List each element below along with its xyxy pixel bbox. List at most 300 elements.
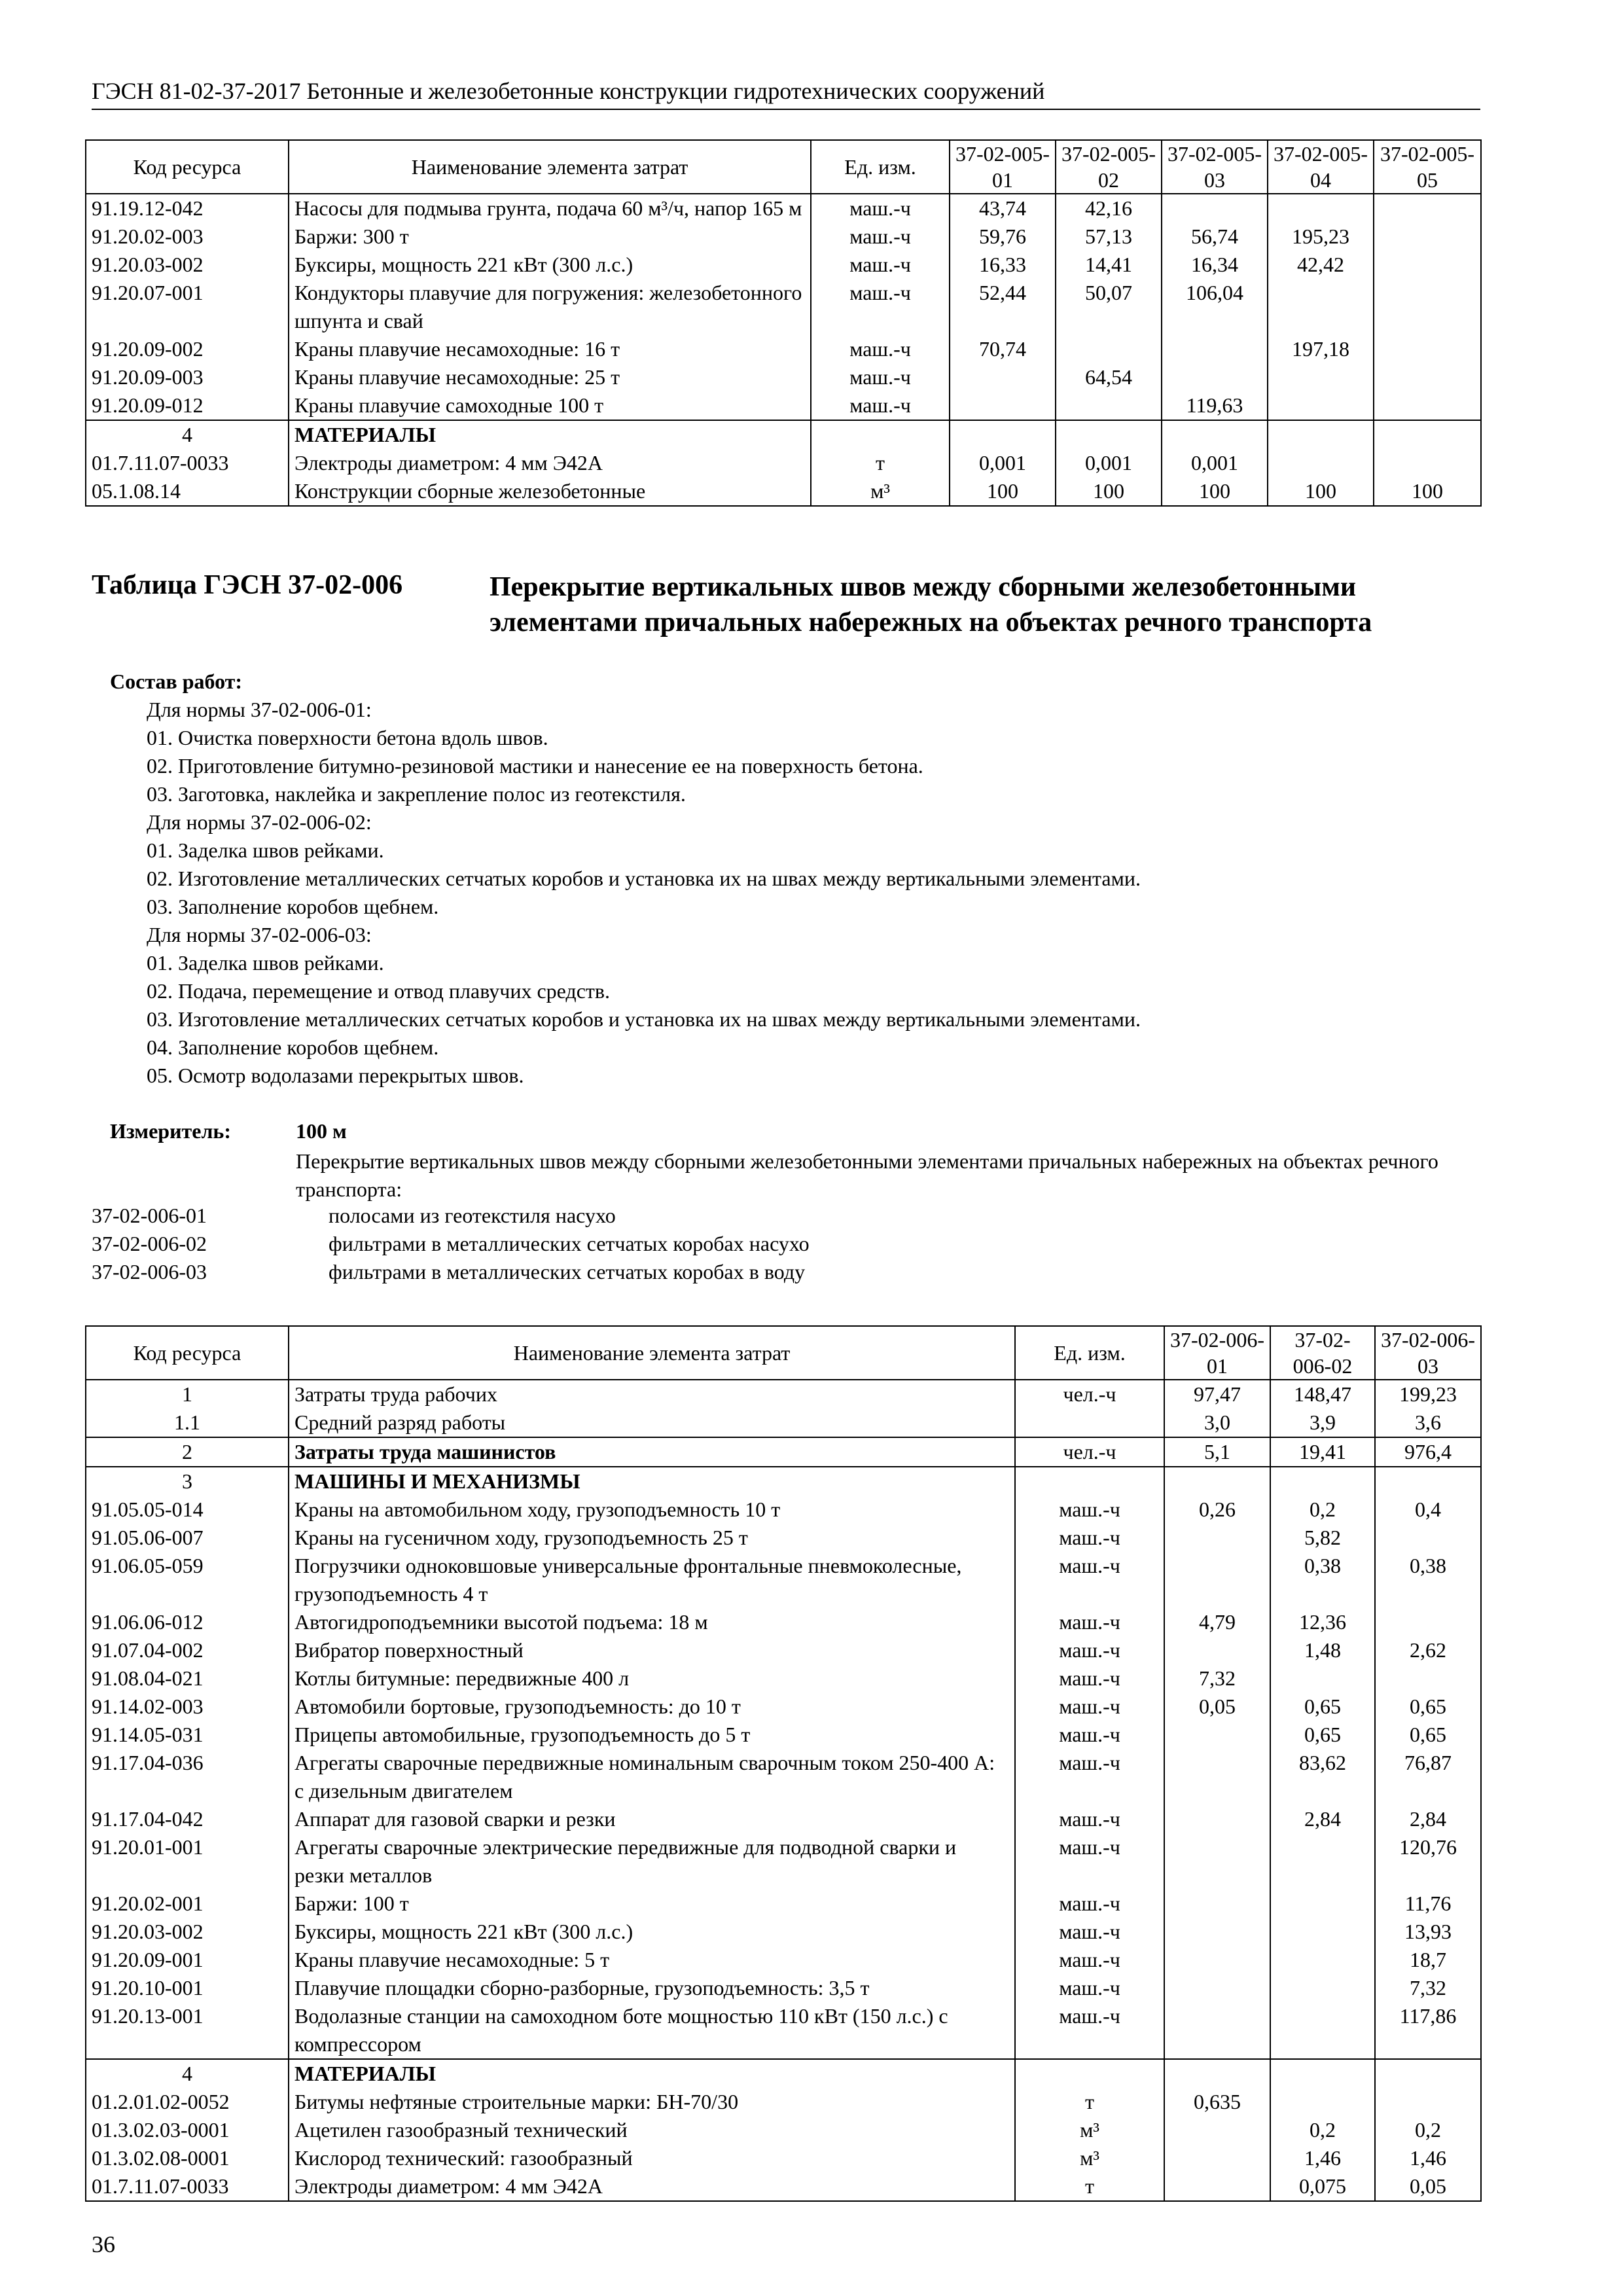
resource-code: 91.14.02-003	[86, 1693, 289, 1721]
value-cell: 0,001	[1162, 449, 1268, 477]
resource-code: 91.06.05-059	[86, 1552, 289, 1608]
unit-cell: маш.-ч	[1015, 1946, 1164, 1974]
table-row	[86, 449, 1481, 477]
unit-cell: маш.-ч	[1015, 2002, 1164, 2059]
resource-name: Автогидроподъемники высотой подъема: 18 м	[289, 1608, 1015, 1636]
table-row	[86, 1408, 1481, 1437]
value-cell: 14,41	[1056, 251, 1162, 279]
value-cell: 2,84	[1375, 1805, 1481, 1833]
table-row	[86, 279, 1481, 335]
resource-name: Буксиры, мощность 221 кВт (300 л.с.)	[289, 251, 811, 279]
value-cell	[1374, 335, 1481, 363]
table-row	[86, 2144, 1481, 2172]
table-row	[86, 477, 1481, 506]
value-cell	[950, 420, 1056, 449]
value-cell	[1374, 251, 1481, 279]
section-row	[86, 1467, 1481, 1496]
resource-code: 91.20.09-003	[86, 363, 289, 391]
value-cell: 0,635	[1164, 2088, 1270, 2116]
resource-name: Электроды диаметром: 4 мм Э42А	[289, 449, 811, 477]
resource-name: Водолазные станции на самоходном боте мощностью 110 кВт (150 л.с.) с компрессором	[289, 2002, 1015, 2059]
value-cell: 120,76	[1375, 1833, 1481, 1890]
value-cell	[1162, 420, 1268, 449]
column-header: 37-02-005-05	[1374, 140, 1481, 194]
value-cell	[1162, 335, 1268, 363]
table-row	[86, 1833, 1481, 1890]
column-header: Наименование элемента затрат	[289, 140, 811, 194]
unit-cell: маш.-ч	[811, 335, 950, 363]
resource-code: 91.20.09-002	[86, 335, 289, 363]
value-cell: 100	[1162, 477, 1268, 506]
unit-cell: маш.-ч	[1015, 1974, 1164, 2002]
value-cell: 18,7	[1375, 1946, 1481, 1974]
resource-name: Конструкции сборные железобетонные	[289, 477, 811, 506]
unit-cell: маш.-ч	[811, 279, 950, 335]
resource-code: 3	[86, 1467, 289, 1496]
value-cell: 5,1	[1164, 1437, 1270, 1467]
column-header: 37-02-006-03	[1375, 1326, 1481, 1380]
value-cell	[1375, 1664, 1481, 1693]
value-cell	[1270, 1664, 1375, 1693]
table-row	[86, 1805, 1481, 1833]
work-item: 02. Приготовление битумно-резиновой мастики и нанесение ее на поверхность бетона.	[147, 754, 923, 778]
unit-cell: м³	[1015, 2116, 1164, 2144]
resource-code: 01.3.02.08-0001	[86, 2144, 289, 2172]
measure-unit: 100 м	[296, 1119, 347, 1143]
resource-code: 2	[86, 1437, 289, 1467]
value-cell	[1374, 223, 1481, 251]
value-cell: 0,2	[1270, 1496, 1375, 1524]
value-cell: 43,74	[950, 194, 1056, 223]
value-cell: 64,54	[1056, 363, 1162, 391]
value-cell: 0,38	[1270, 1552, 1375, 1608]
section-row	[86, 420, 1481, 449]
value-cell	[1375, 1467, 1481, 1496]
value-cell: 100	[1056, 477, 1162, 506]
unit-cell: маш.-ч	[811, 194, 950, 223]
table-row	[86, 2002, 1481, 2059]
value-cell: 13,93	[1375, 1918, 1481, 1946]
value-cell: 117,86	[1375, 2002, 1481, 2059]
value-cell	[1164, 1974, 1270, 2002]
value-cell	[1164, 1749, 1270, 1805]
resource-code: 91.05.05-014	[86, 1496, 289, 1524]
value-cell: 976,4	[1375, 1437, 1481, 1467]
unit-cell: маш.-ч	[1015, 1552, 1164, 1608]
value-cell	[1164, 1890, 1270, 1918]
column-header: 37-02-005-04	[1268, 140, 1374, 194]
value-cell	[1268, 363, 1374, 391]
resource-code: 1.1	[86, 1408, 289, 1437]
value-cell: 0,65	[1270, 1693, 1375, 1721]
resource-name: Затраты труда рабочих	[289, 1380, 1015, 1408]
measure-row	[92, 1204, 616, 1228]
value-cell	[1164, 1918, 1270, 1946]
value-cell	[1374, 449, 1481, 477]
value-cell: 70,74	[950, 335, 1056, 363]
resource-code: 91.20.02-001	[86, 1890, 289, 1918]
resource-name: Автомобили бортовые, грузоподъемность: до 10 т	[289, 1693, 1015, 1721]
value-cell: 56,74	[1162, 223, 1268, 251]
unit-cell: маш.-ч	[1015, 1496, 1164, 1524]
work-composition	[110, 668, 1141, 1090]
value-cell: 76,87	[1375, 1749, 1481, 1805]
resource-name: МАШИНЫ И МЕХАНИЗМЫ	[289, 1467, 1015, 1496]
value-cell	[1375, 2059, 1481, 2088]
resource-name: Баржи: 100 т	[289, 1890, 1015, 1918]
work-item: 03. Изготовление металлических сетчатых коробов и установка их на швах между вертикальными элементами.	[147, 1007, 1141, 1031]
value-cell	[1164, 2002, 1270, 2059]
column-header: Ед. изм.	[1015, 1326, 1164, 1380]
resource-code: 4	[86, 2059, 289, 2088]
resource-code: 91.06.06-012	[86, 1608, 289, 1636]
unit-cell: маш.-ч	[1015, 1833, 1164, 1890]
unit-cell	[811, 420, 950, 449]
measure-label: Измеритель:	[110, 1119, 231, 1143]
work-item: 02. Изготовление металлических сетчатых коробов и установка их на швах между вертикальными элементами.	[147, 867, 1141, 890]
resource-name: Баржи: 300 т	[289, 223, 811, 251]
value-cell: 5,82	[1270, 1524, 1375, 1552]
value-cell: 119,63	[1162, 391, 1268, 420]
work-item: 03. Заготовка, наклейка и закрепление полос из геотекстиля.	[147, 782, 686, 806]
value-cell: 148,47	[1270, 1380, 1375, 1408]
resource-name: Агрегаты сварочные электрические передвижные для подводной сварки и резки металлов	[289, 1833, 1015, 1890]
resource-name: Краны плавучие самоходные 100 т	[289, 391, 811, 420]
value-cell	[1268, 449, 1374, 477]
work-item: 04. Заполнение коробов щебнем.	[147, 1035, 439, 1059]
section-row	[86, 2059, 1481, 2088]
resource-code: 91.20.10-001	[86, 1974, 289, 2002]
work-item: Для нормы 37-02-006-02:	[147, 810, 372, 834]
value-cell	[1162, 194, 1268, 223]
resource-name: Прицепы автомобильные, грузоподъемность до 5 т	[289, 1721, 1015, 1749]
table-row	[86, 1749, 1481, 1805]
unit-cell: маш.-ч	[1015, 1749, 1164, 1805]
unit-cell: маш.-ч	[811, 223, 950, 251]
unit-cell: т	[1015, 2172, 1164, 2201]
resource-name: МАТЕРИАЛЫ	[289, 2059, 1015, 2088]
unit-cell: чел.-ч	[1015, 1437, 1164, 1467]
column-header: Код ресурса	[86, 140, 289, 194]
value-cell: 0,2	[1375, 2116, 1481, 2144]
value-cell: 100	[1374, 477, 1481, 506]
resource-code: 91.19.12-042	[86, 194, 289, 223]
value-cell	[1056, 420, 1162, 449]
table-row	[86, 1380, 1481, 1408]
table-row	[86, 223, 1481, 251]
work-item: 03. Заполнение коробов щебнем.	[147, 895, 439, 918]
resource-code: 91.20.07-001	[86, 279, 289, 335]
value-cell: 16,34	[1162, 251, 1268, 279]
value-cell	[1056, 335, 1162, 363]
unit-cell: маш.-ч	[1015, 1918, 1164, 1946]
table-row	[86, 1946, 1481, 1974]
value-cell: 0,05	[1375, 2172, 1481, 2201]
resource-name: МАТЕРИАЛЫ	[289, 420, 811, 449]
table-row	[86, 1918, 1481, 1946]
resource-code: 91.05.06-007	[86, 1524, 289, 1552]
table-row	[86, 194, 1481, 223]
value-cell: 0,26	[1164, 1496, 1270, 1524]
value-cell: 0,075	[1270, 2172, 1375, 2201]
table-row	[86, 1636, 1481, 1664]
value-cell	[1374, 279, 1481, 335]
value-cell: 57,13	[1056, 223, 1162, 251]
measure-text: фильтрами в металлических сетчатых коробах насухо	[329, 1232, 810, 1255]
value-cell	[1268, 420, 1374, 449]
resource-name: Электроды диаметром: 4 мм Э42А	[289, 2172, 1015, 2201]
value-cell	[1270, 1833, 1375, 1890]
resource-name: Затраты труда машинистов	[289, 1437, 1015, 1467]
measure-code: 37-02-006-02	[92, 1232, 207, 1255]
unit-cell	[1015, 2059, 1164, 2088]
value-cell	[1375, 1608, 1481, 1636]
resource-name: Битумы нефтяные строительные марки: БН-70/30	[289, 2088, 1015, 2116]
value-cell	[1164, 2059, 1270, 2088]
table-row	[86, 2172, 1481, 2201]
table-row	[86, 1496, 1481, 1524]
table-row	[86, 391, 1481, 420]
measure-description: Перекрытие вертикальных швов между сборными железобетонными элементами причальных набережных на объектах речного транспорта:	[296, 1149, 1438, 1201]
work-item: 02. Подача, перемещение и отвод плавучих средств.	[147, 979, 610, 1003]
value-cell	[1374, 194, 1481, 223]
unit-cell: маш.-ч	[811, 251, 950, 279]
column-header: 37-02-006-01	[1164, 1326, 1270, 1380]
resource-name: Буксиры, мощность 221 кВт (300 л.с.)	[289, 1918, 1015, 1946]
unit-cell: маш.-ч	[1015, 1805, 1164, 1833]
table-row	[86, 2088, 1481, 2116]
measure-code: 37-02-006-03	[92, 1260, 207, 1283]
resource-name: Краны плавучие несамоходные: 5 т	[289, 1946, 1015, 1974]
resource-code: 01.7.11.07-0033	[86, 449, 289, 477]
table-row	[86, 251, 1481, 279]
unit-cell	[1015, 1408, 1164, 1437]
resource-code: 91.20.01-001	[86, 1833, 289, 1890]
value-cell: 42,16	[1056, 194, 1162, 223]
resource-name: Агрегаты сварочные передвижные номинальным сварочным током 250-400 А: с дизельным двигателем	[289, 1749, 1015, 1805]
value-cell: 83,62	[1270, 1749, 1375, 1805]
work-item: 01. Очистка поверхности бетона вдоль швов.	[147, 726, 548, 749]
value-cell: 0,001	[1056, 449, 1162, 477]
value-cell: 0,65	[1270, 1721, 1375, 1749]
resource-code: 91.20.09-001	[86, 1946, 289, 1974]
resource-code: 91.20.13-001	[86, 2002, 289, 2059]
column-header: 37-02-005-02	[1056, 140, 1162, 194]
works-heading: Состав работ:	[110, 670, 243, 693]
unit-cell: маш.-ч	[1015, 1524, 1164, 1552]
section-row	[86, 1437, 1481, 1467]
value-cell	[1164, 1721, 1270, 1749]
column-header: Ед. изм.	[811, 140, 950, 194]
measure-code: 37-02-006-01	[92, 1204, 207, 1227]
resource-name: Краны на автомобильном ходу, грузоподъемность 10 т	[289, 1496, 1015, 1524]
value-cell: 1,46	[1270, 2144, 1375, 2172]
value-cell	[950, 391, 1056, 420]
value-cell: 52,44	[950, 279, 1056, 335]
resource-code: 01.3.02.03-0001	[86, 2116, 289, 2144]
value-cell: 7,32	[1375, 1974, 1481, 2002]
value-cell	[1164, 2172, 1270, 2201]
table-row	[86, 363, 1481, 391]
value-cell: 100	[1268, 477, 1374, 506]
unit-cell: т	[1015, 2088, 1164, 2116]
value-cell: 3,0	[1164, 1408, 1270, 1437]
value-cell	[1164, 1636, 1270, 1664]
resource-code: 91.17.04-036	[86, 1749, 289, 1805]
resource-code: 91.08.04-021	[86, 1664, 289, 1693]
value-cell: 19,41	[1270, 1437, 1375, 1467]
work-item: Для нормы 37-02-006-03:	[147, 923, 372, 946]
unit-cell: т	[811, 449, 950, 477]
value-cell	[1162, 363, 1268, 391]
value-cell: 106,04	[1162, 279, 1268, 335]
unit-cell: маш.-ч	[1015, 1890, 1164, 1918]
unit-cell: чел.-ч	[1015, 1380, 1164, 1408]
value-cell	[1270, 2059, 1375, 2088]
measure-row	[92, 1260, 805, 1284]
resource-name: Аппарат для газовой сварки и резки	[289, 1805, 1015, 1833]
resource-name: Кислород технический: газообразный	[289, 2144, 1015, 2172]
work-item: 01. Заделка швов рейками.	[147, 838, 384, 862]
value-cell	[1268, 391, 1374, 420]
table-row	[86, 2116, 1481, 2144]
value-cell: 195,23	[1268, 223, 1374, 251]
value-cell: 197,18	[1268, 335, 1374, 363]
value-cell	[1164, 1946, 1270, 1974]
measure-text: полосами из геотекстиля насухо	[329, 1204, 616, 1227]
unit-cell: маш.-ч	[1015, 1693, 1164, 1721]
resource-name: Краны плавучие несамоходные: 25 т	[289, 363, 811, 391]
value-cell	[1375, 1524, 1481, 1552]
resource-name: Краны на гусеничном ходу, грузоподъемность 25 т	[289, 1524, 1015, 1552]
resource-code: 01.2.01.02-0052	[86, 2088, 289, 2116]
value-cell: 0,4	[1375, 1496, 1481, 1524]
table-row	[86, 1890, 1481, 1918]
value-cell	[1164, 1467, 1270, 1496]
column-header: Наименование элемента затрат	[289, 1326, 1015, 1380]
resource-code: 01.7.11.07-0033	[86, 2172, 289, 2201]
table-row	[86, 335, 1481, 363]
resource-name: Плавучие площадки сборно-разборные, грузоподъемность: 3,5 т	[289, 1974, 1015, 2002]
running-header: ГЭСН 81-02-37-2017 Бетонные и железобетонные конструкции гидротехнических сооружений	[92, 77, 1480, 110]
value-cell: 97,47	[1164, 1380, 1270, 1408]
value-cell	[1270, 1946, 1375, 1974]
table-title: Таблица ГЭСН 37-02-006	[92, 570, 403, 600]
resource-name: Краны плавучие несамоходные: 16 т	[289, 335, 811, 363]
unit-cell: м³	[811, 477, 950, 506]
unit-cell: м³	[1015, 2144, 1164, 2172]
value-cell: 0,65	[1375, 1693, 1481, 1721]
page-number: 36	[92, 2231, 115, 2257]
value-cell: 1,48	[1270, 1636, 1375, 1664]
table-row	[86, 1664, 1481, 1693]
value-cell: 199,23	[1375, 1380, 1481, 1408]
value-cell	[1056, 391, 1162, 420]
value-cell: 100	[950, 477, 1056, 506]
resource-name: Средний разряд работы	[289, 1408, 1015, 1437]
resource-code: 91.17.04-042	[86, 1805, 289, 1833]
column-header: Код ресурса	[86, 1326, 289, 1380]
resource-code: 91.20.09-012	[86, 391, 289, 420]
value-cell: 3,6	[1375, 1408, 1481, 1437]
value-cell: 0,2	[1270, 2116, 1375, 2144]
value-cell	[950, 363, 1056, 391]
value-cell	[1164, 1524, 1270, 1552]
table-row	[86, 1524, 1481, 1552]
value-cell: 16,33	[950, 251, 1056, 279]
value-cell	[1270, 2002, 1375, 2059]
table-row	[86, 1721, 1481, 1749]
resource-name: Ацетилен газообразный технический	[289, 2116, 1015, 2144]
resource-table-005	[85, 139, 1482, 507]
unit-cell: маш.-ч	[1015, 1664, 1164, 1693]
work-item: Для нормы 37-02-006-01:	[147, 698, 372, 721]
value-cell	[1270, 1467, 1375, 1496]
column-header: 37-02-005-03	[1162, 140, 1268, 194]
value-cell: 50,07	[1056, 279, 1162, 335]
value-cell	[1270, 2088, 1375, 2116]
column-header: 37-02-006-02	[1270, 1326, 1375, 1380]
resource-code: 91.20.03-002	[86, 251, 289, 279]
value-cell: 2,84	[1270, 1805, 1375, 1833]
resource-code: 91.14.05-031	[86, 1721, 289, 1749]
resource-name: Кондукторы плавучие для погружения: железобетонного шпунта и свай	[289, 279, 811, 335]
value-cell	[1164, 2144, 1270, 2172]
resource-name: Насосы для подмыва грунта, подача 60 м³/ч, напор 165 м	[289, 194, 811, 223]
value-cell: 59,76	[950, 223, 1056, 251]
table-row	[86, 1974, 1481, 2002]
value-cell: 4,79	[1164, 1608, 1270, 1636]
resource-code: 91.20.02-003	[86, 223, 289, 251]
table-row	[86, 1552, 1481, 1608]
value-cell: 12,36	[1270, 1608, 1375, 1636]
table-name: Перекрытие вертикальных швов между сборными железобетонными элементами причальных набережных на объектах речного транспорта	[490, 572, 1372, 637]
value-cell: 3,9	[1270, 1408, 1375, 1437]
work-item: 01. Заделка швов рейками.	[147, 951, 384, 975]
table-row	[86, 1608, 1481, 1636]
value-cell	[1374, 420, 1481, 449]
value-cell	[1374, 363, 1481, 391]
value-cell	[1270, 1918, 1375, 1946]
measure-text: фильтрами в металлических сетчатых коробах в воду	[329, 1260, 806, 1283]
value-cell	[1375, 2088, 1481, 2116]
value-cell: 0,001	[950, 449, 1056, 477]
value-cell	[1270, 1974, 1375, 2002]
resource-code: 91.20.03-002	[86, 1918, 289, 1946]
value-cell: 11,76	[1375, 1890, 1481, 1918]
value-cell	[1164, 2116, 1270, 2144]
value-cell: 1,46	[1375, 2144, 1481, 2172]
value-cell	[1164, 1552, 1270, 1608]
value-cell	[1374, 391, 1481, 420]
column-header: 37-02-005-01	[950, 140, 1056, 194]
measure-row	[92, 1232, 810, 1256]
resource-code: 91.07.04-002	[86, 1636, 289, 1664]
unit-cell: маш.-ч	[1015, 1608, 1164, 1636]
unit-cell: маш.-ч	[811, 363, 950, 391]
value-cell: 7,32	[1164, 1664, 1270, 1693]
unit-cell: маш.-ч	[1015, 1636, 1164, 1664]
resource-name: Вибратор поверхностный	[289, 1636, 1015, 1664]
value-cell: 0,38	[1375, 1552, 1481, 1608]
resource-name: Погрузчики одноковшовые универсальные фронтальные пневмоколесные, грузоподъемность 4 т	[289, 1552, 1015, 1608]
resource-table-006	[85, 1325, 1482, 2202]
value-cell	[1268, 194, 1374, 223]
value-cell	[1270, 1890, 1375, 1918]
unit-cell	[1015, 1467, 1164, 1496]
unit-cell: маш.-ч	[811, 391, 950, 420]
value-cell	[1164, 1833, 1270, 1890]
